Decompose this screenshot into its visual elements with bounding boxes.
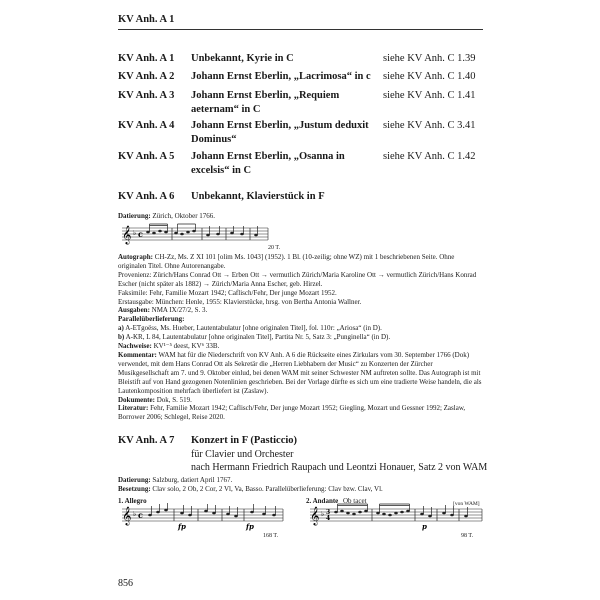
entry-title: Johann Ernst Eberlin, „Lacrimosa“ in c [191,71,371,82]
apparatus-line-autograph: Autograph: CH-Zz, Ms. Z XI 101 [olim Ms. 1043] (1952). 1 Bl. (10-zeilig; ohne WZ) mit 1 beschriebenen Seite. Ohne originalen Titel. Ohne Autorenangabe. [118,253,455,270]
a7-scoring: Besetzung: Clav solo, 2 Ob, 2 Cor, 2 Vl, Va, Basso. Parallelüberlieferung: Clav bzw. Clav, Vl. [118,485,383,493]
apparatus-line-parallel: Parallelüberlieferung: [118,315,185,324]
a7-mvt2-title: 2. Andante [306,497,339,505]
svg-text:c: c [138,229,143,239]
apparatus-line-parallel-a: a) A-ETgoëss, Ms. Hueber, Lautentabulatur [ohne originalen Titel], fol. 110r: „Ariosa“ (in D). [118,324,382,333]
a7-dating: Datierung: Salzburg, datiert April 1767. [118,476,233,484]
entry-number: KV Anh. A 4 [118,120,175,131]
a7-mvt2-incipit [306,503,486,533]
dating-value: Zürich, Oktober 1766. [150,212,216,220]
svg-text:fp: fp [246,522,254,531]
a6-music-incipit [118,222,288,248]
entry-number: KV Anh. A 2 [118,71,175,82]
svg-text:3: 3 [326,509,331,516]
entry-reference: siehe KV Anh. C 1.42 [383,151,476,162]
apparatus-line-literature: Literatur: Fehr, Familie Mozart 1942; Caflisch/Fehr, Der junge Mozart 1952; Giegling, Mozart und Gessner 1992; Zaslaw, Borrower 2006; Schlegel, Reise 2020. [118,404,466,422]
entry-reference: siehe KV Anh. C 3.41 [383,120,476,131]
entry-number: KV Anh. A 3 [118,90,175,101]
a7-mvt1-title: 1. Allegro [118,497,147,505]
svg-text:♭: ♭ [321,510,325,518]
entry-number: KV Anh. A 5 [118,151,175,162]
svg-text:𝄞: 𝄞 [122,506,132,525]
dating-label: Datierung: [118,212,151,220]
apparatus-line-editions: Ausgaben: NMA IX/27/2, S. 3. [118,306,208,315]
a7-subtitle-1: für Clavier und Orchester [191,449,294,460]
a7-mvt2-tacet: Ob tacet [343,497,367,505]
entry-number: KV Anh. A 7 [118,435,175,446]
entry-number: KV Anh. A 6 [118,191,175,202]
entry-title: Unbekannt, Kyrie in C [191,53,294,64]
apparatus-line-commentary: Kommentar: WAM hat für die Niederschrift von KV Anh. A 6 die Rückseite eines Zirkulars vom 30. September 1766 (Dok) verwendet, mit dem Hans Conrad Ott als Sekretär die „Herren Liebhabern der Music“ zu Konzerten der Zürcher Musikgesellschaft am 7. und 9. Oktober einlud, bei denen WAM mit seiner Schwester NM auftreten sollte. Das Autograph ist mit Bleistift auf von Hand gezogenen Notenlinien geschrieben. Bei der Vorlage dürfte es sich um eine tradierte Weise handeln, die als Lautenkomposition mehrfach überliefert ist (Zaslaw). [118,350,482,395]
svg-text:fp: fp [178,522,186,531]
entry-reference: siehe KV Anh. C 1.41 [383,90,476,101]
apparatus-line-provenance: Provenienz: Zürich/Hans Conrad Ott → Erben Ott → vermutlich Zürich/Maria Karoline Ott → vermutlich Zürich/Hans Konrad Escher (nicht später als 1882) → Zürich/Maria Anna Escher, geb. Hirzel. [118,270,477,288]
page [103,0,497,600]
a7-mvt2-attribution: [von WAM] [453,501,480,507]
apparatus-line-first-edition: Erstausgabe: München: Henle, 1955: Klavierstücke, hrsg. von Bertha Antonia Wallner. [118,297,362,306]
a7-mvt1-bars: 168 T. [263,533,279,539]
running-header: KV Anh. A 1 [118,14,175,25]
apparatus-line-documents: Dokumente: Dok, S. 519. [118,395,192,404]
apparatus-line-parallel-b: b) A-KR, L 84, Lautentabulatur [ohne originalen Titel], Partita Nr. 5, Satz 3: „Punginella“ (in D). [118,333,391,342]
a7-mvt1-incipit [118,503,288,533]
svg-text:𝄞: 𝄞 [310,506,320,525]
a6-dating [118,212,483,221]
entry-title: Johann Ernst Eberlin, „Osanna in excelsis“ in C [191,151,345,176]
a7-mvt2-bars: 98 T. [461,533,474,539]
page-number: 856 [118,578,133,589]
svg-text:𝄞: 𝄞 [122,225,132,244]
entry-title: Konzert in F (Pasticcio) [191,435,298,446]
entry-number: KV Anh. A 1 [118,53,175,64]
svg-text:♭: ♭ [133,510,137,518]
header-rule [118,29,483,30]
apparatus-line-facsimile: Faksimile: Fehr, Familie Mozart 1942; Caflisch/Fehr, Der junge Mozart 1952. [118,288,337,297]
entry-title: Johann Ernst Eberlin, „Requiem aeternam“ in C [191,90,340,115]
svg-text:♭: ♭ [133,229,137,237]
a7-subtitle-2: nach Hermann Friedrich Raupach und Leontzi Honauer, Satz 2 von WAM [191,462,488,473]
svg-text:4: 4 [326,515,331,522]
svg-text:c: c [138,510,143,520]
entry-reference: siehe KV Anh. C 1.40 [383,71,476,82]
entry-title: Johann Ernst Eberlin, „Justum deduxit Dominus“ [191,120,369,145]
entry-reference: siehe KV Anh. C 1.39 [383,53,476,64]
apparatus-line-references: Nachweise: KV¹⁻⁵ deest, KV⁶ 33B. [118,342,220,351]
entry-title: Unbekannt, Klavierstück in F [191,191,325,202]
a6-bar-count: 20 T. [268,245,281,251]
svg-text:p: p [422,522,427,531]
a6-apparatus [118,253,483,422]
